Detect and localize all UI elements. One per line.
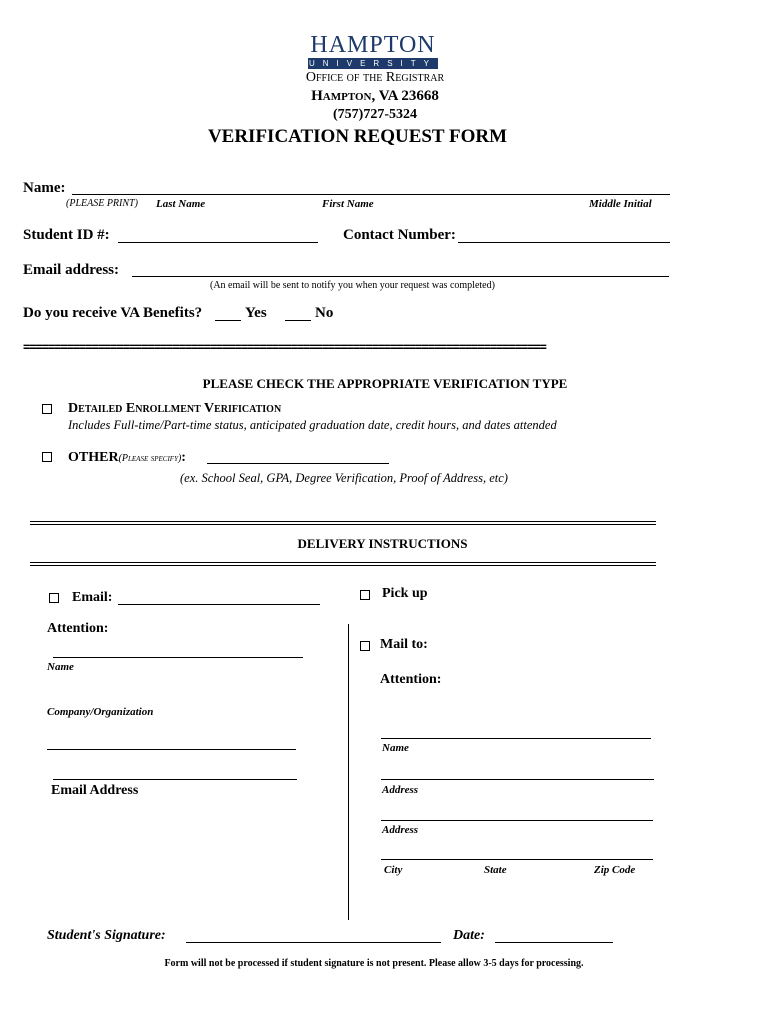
state-caption: State: [484, 864, 507, 876]
address2-field[interactable]: [381, 820, 653, 821]
delivery-email-label: Email:: [72, 590, 113, 605]
detailed-enrollment-checkbox[interactable]: [42, 404, 52, 414]
company-caption: Company/Organization: [47, 706, 154, 718]
address1-caption: Address: [382, 784, 419, 796]
mail-to-label: Mail to:: [380, 637, 428, 652]
office-name: Office of the Registrar: [305, 70, 445, 85]
office-city: Hampton, VA 23668: [311, 88, 439, 104]
detailed-enrollment-description: Includes Full-time/Part-time status, anticipated graduation date, credit hours, and dates attended: [68, 418, 557, 432]
mail-attention-label: Attention:: [380, 672, 442, 687]
delivery-heading: DELIVERY INSTRUCTIONS: [297, 536, 468, 551]
signature-field[interactable]: [186, 942, 441, 943]
university-logo: [308, 33, 438, 69]
mail-to-checkbox[interactable]: [360, 641, 370, 651]
name-field[interactable]: [72, 194, 670, 195]
pickup-checkbox[interactable]: [360, 590, 370, 600]
date-label: Date:: [453, 928, 485, 943]
logo-name: HAMPTON: [310, 32, 436, 58]
email-address-field[interactable]: [132, 276, 669, 277]
zip-code-caption: Zip Code: [594, 864, 636, 876]
page-title: VERIFICATION REQUEST FORM: [207, 126, 508, 147]
attention-name-caption: Name: [47, 661, 74, 673]
student-id-field[interactable]: [118, 242, 318, 243]
signature-label: Student's Signature:: [47, 928, 166, 943]
delivery-top-rule: [30, 521, 656, 525]
logo-subtitle: UNIVERSITY: [308, 59, 437, 68]
delivery-email-checkbox[interactable]: [49, 593, 59, 603]
contact-number-field[interactable]: [458, 242, 670, 243]
delivery-bottom-rule: [30, 562, 656, 566]
column-divider: [348, 624, 349, 920]
city-caption: City: [384, 864, 403, 876]
email-note: (An email will be sent to notify you when your request was completed): [210, 280, 495, 291]
verification-heading: PLEASE CHECK THE APPROPRIATE VERIFICATION TYPE: [202, 376, 568, 391]
address1-field[interactable]: [381, 779, 654, 780]
other-colon: :: [181, 450, 186, 465]
first-name-caption: First Name: [322, 198, 374, 210]
please-print-note: (PLEASE PRINT): [66, 198, 138, 209]
delivery-email-field[interactable]: [118, 604, 320, 605]
equals-separator: ====================================================================================: [23, 340, 546, 354]
attention-name-field[interactable]: [53, 657, 303, 658]
va-no-label: No: [315, 305, 334, 321]
va-no-blank[interactable]: [285, 320, 311, 321]
date-field[interactable]: [495, 942, 613, 943]
footer-note: Form will not be processed if student signature is not present. Please allow 3-5 days for processing.: [164, 958, 584, 969]
va-benefits-question: Do you receive VA Benefits?: [23, 305, 203, 321]
email-address-label: Email address:: [23, 262, 119, 278]
delivery-email-address-label: Email Address: [51, 783, 139, 798]
detailed-enrollment-label: Detailed Enrollment Verification: [68, 401, 282, 416]
office-phone: (757)727-5324: [333, 107, 417, 122]
other-text: OTHER: [68, 450, 119, 465]
other-example: (ex. School Seal, GPA, Degree Verification, Proof of Address, etc): [180, 471, 508, 485]
pickup-label: Pick up: [382, 586, 428, 601]
last-name-caption: Last Name: [156, 198, 206, 210]
mail-name-caption: Name: [382, 742, 409, 754]
name-label: Name:: [23, 180, 66, 196]
attention-label: Attention:: [47, 621, 109, 636]
contact-number-label: Contact Number:: [343, 227, 456, 243]
other-specify: (Please specify): [118, 453, 182, 464]
other-label: [68, 450, 186, 466]
address2-caption: Address: [382, 824, 419, 836]
city-state-zip-field[interactable]: [381, 859, 653, 860]
va-yes-blank[interactable]: [215, 320, 241, 321]
middle-initial-caption: Middle Initial: [589, 198, 652, 210]
va-yes-label: Yes: [245, 305, 267, 321]
mail-name-field[interactable]: [381, 738, 651, 739]
email-address-line[interactable]: [53, 779, 297, 780]
student-id-label: Student ID #:: [23, 227, 110, 243]
other-specify-field[interactable]: [207, 463, 389, 464]
company-field[interactable]: [47, 749, 296, 750]
other-checkbox[interactable]: [42, 452, 52, 462]
